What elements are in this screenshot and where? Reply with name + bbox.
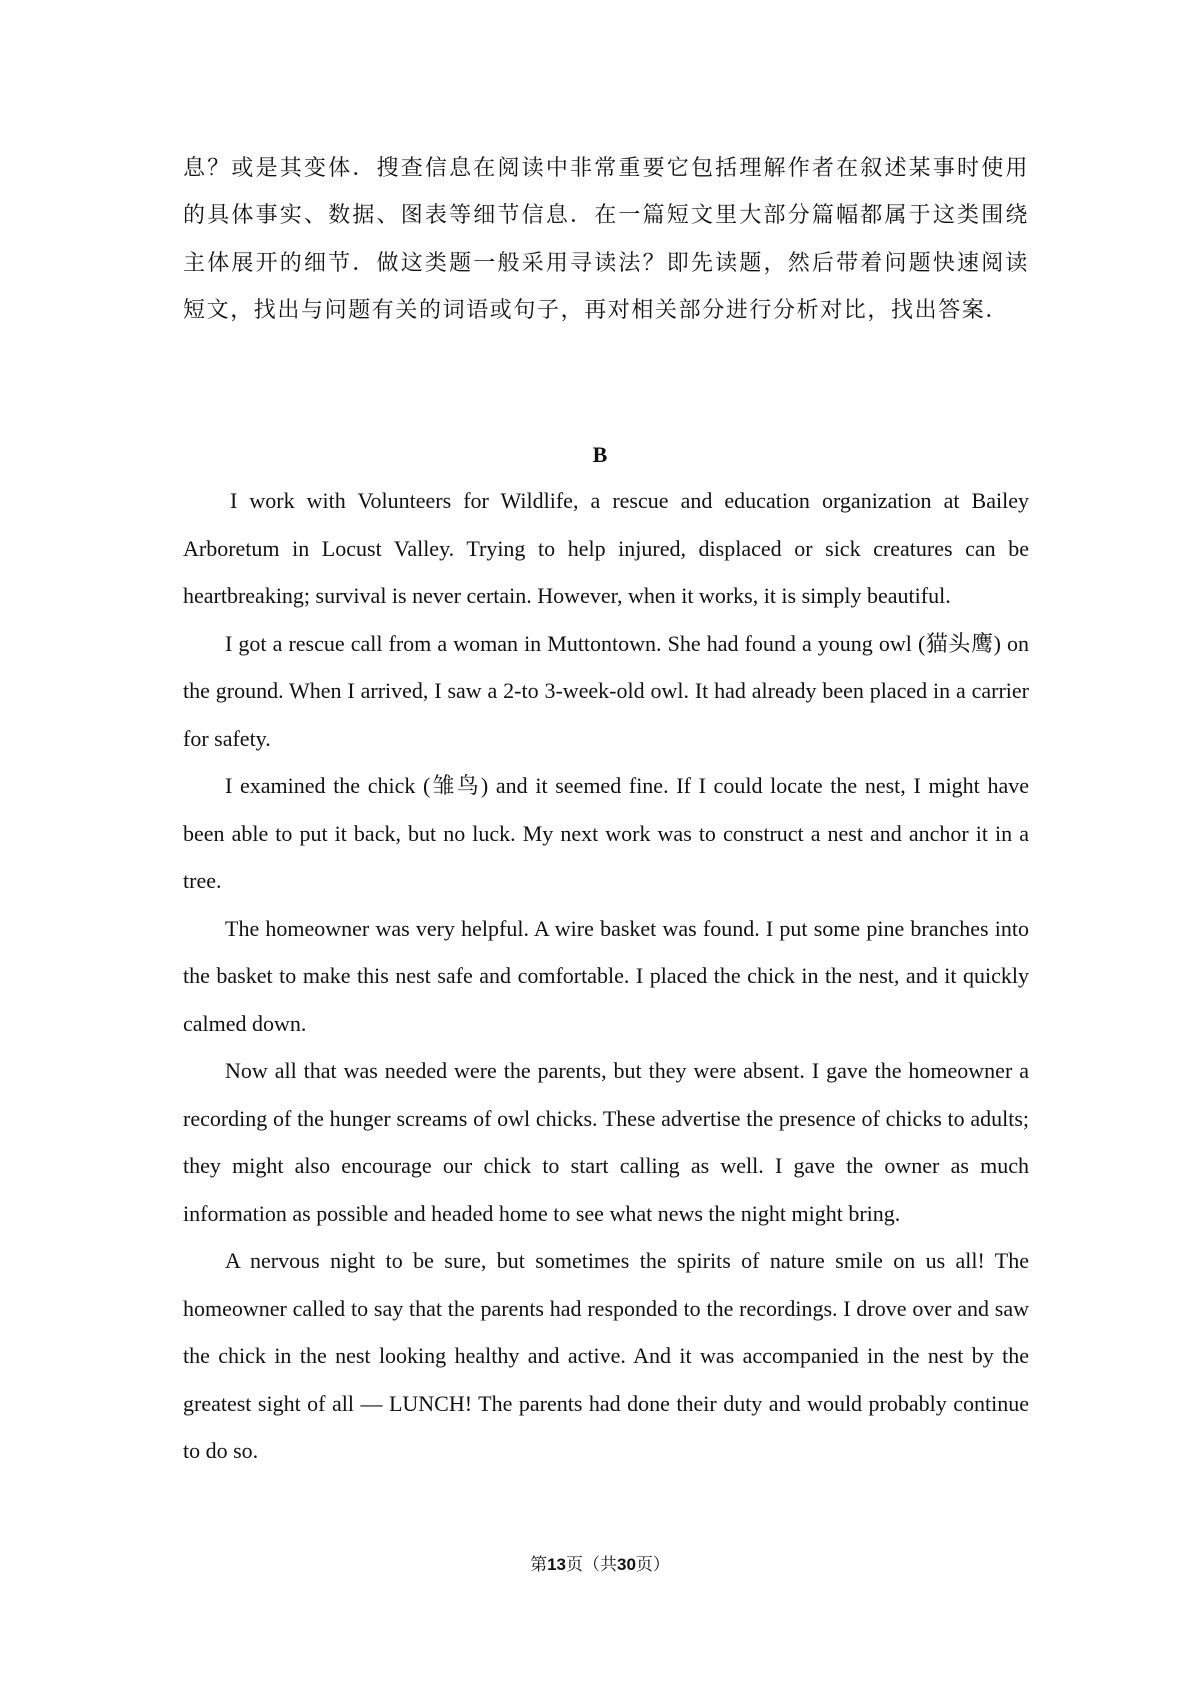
page-footer bbox=[0, 1553, 1200, 1577]
section-heading: B bbox=[592, 442, 608, 467]
passage-paragraph: I got a rescue call from a woman in Muttontown. She had found a young owl (猫头鹰) on the ground. When I arrived, I saw a 2-to 3-week-old owl. It had already been placed in a carrier for safety. bbox=[183, 630, 1029, 751]
total-pages-number: 30 bbox=[617, 1555, 636, 1574]
passage-paragraph: I work with Volunteers for Wildlife, a rescue and education organization at Bailey Arboretum in Locust Valley. Trying to help injured, displaced or sick creatures can be heartbreaking; survival is never certain. However, when it works, it is simply beautiful. bbox=[183, 488, 1029, 608]
footer-suffix: 页） bbox=[635, 1555, 670, 1575]
current-page-number: 13 bbox=[547, 1555, 566, 1574]
footer-middle: 页（共 bbox=[566, 1555, 617, 1575]
passage-paragraph: I examined the chick (雏鸟) and it seemed fine. If I could locate the nest, I might have been able to put it back, but no luck. My next work was to construct a nest and anchor it in a tree. bbox=[183, 773, 1029, 893]
intro-analysis-text: 息？或是其变体．搜查信息在阅读中非常重要它包括理解作者在叙述某事时使用的具体事实、数据、图表等细节信息．在一篇短文里大部分篇幅都属于这类围绕主体展开的细节．做这类题一般采用寻读法？即先读题，然后带着问题快速阅读短文，找出与问题有关的词语或句子，再对相关部分进行分析对比，找出答案． bbox=[183, 156, 1029, 324]
passage-paragraph: Now all that was needed were the parents, but they were absent. I gave the homeowner a recording of the hunger screams of owl chicks. These advertise the presence of chicks to adults; they might also encourage our chick to start calling as well. I gave the owner as much information as possible and headed home to see what news the night might bring. bbox=[183, 1058, 1029, 1226]
passage-body bbox=[183, 477, 1029, 1475]
passage-paragraph: The homeowner was very helpful. A wire basket was found. I put some pine branches into the basket to make this nest safe and comfortable. I placed the chick in the nest, and it quickly calmed down. bbox=[183, 915, 1029, 1036]
passage-paragraph: A nervous night to be sure, but sometimes the spirits of nature smile on us all! The homeowner called to say that the parents had responded to the recordings. I drove over and saw the chick in the nest looking healthy and active. And it was accompanied in the nest by the greatest sight of all — LUNCH! The parents had done their duty and would probably continue to do so. bbox=[183, 1248, 1029, 1463]
footer-prefix: 第 bbox=[530, 1555, 548, 1575]
